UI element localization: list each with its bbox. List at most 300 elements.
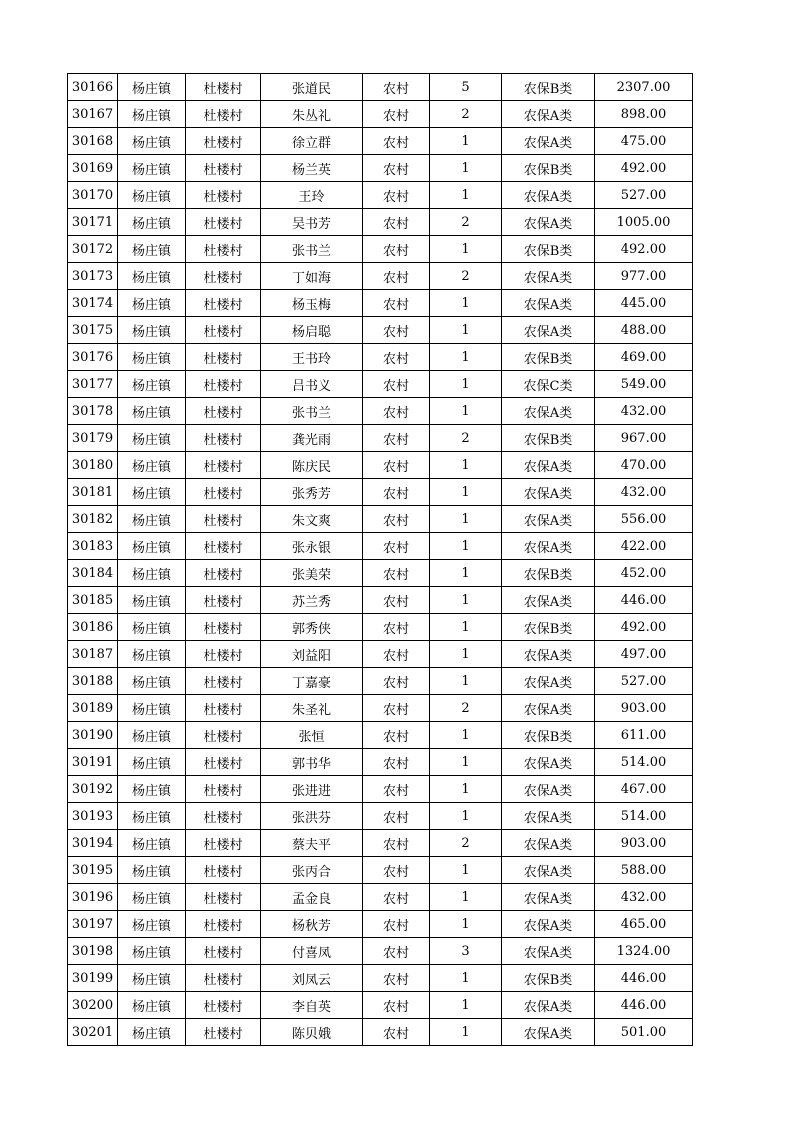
- table-row: [68, 344, 693, 371]
- township-cell: 杨庄镇: [118, 74, 186, 101]
- township-cell: 杨庄镇: [118, 776, 186, 803]
- area-type-cell: 农村: [363, 938, 430, 965]
- area-type-cell: 农村: [363, 587, 430, 614]
- insurance-class-cell: 农保A类: [502, 290, 595, 317]
- area-type-cell: 农村: [363, 749, 430, 776]
- record-id-cell: 30188: [68, 668, 118, 695]
- township-cell: 杨庄镇: [118, 317, 186, 344]
- village-cell: 杜楼村: [186, 452, 261, 479]
- record-id-cell: 30175: [68, 317, 118, 344]
- name-cell: 吕书义: [261, 371, 363, 398]
- village-cell: 杜楼村: [186, 398, 261, 425]
- insurance-class-cell: 农保A类: [502, 452, 595, 479]
- township-cell: 杨庄镇: [118, 695, 186, 722]
- record-id-cell: 30192: [68, 776, 118, 803]
- area-type-cell: 农村: [363, 560, 430, 587]
- amount-cell: 898.00: [595, 101, 693, 128]
- insurance-class-cell: 农保B类: [502, 425, 595, 452]
- household-size-cell: 2: [430, 209, 502, 236]
- amount-cell: 446.00: [595, 587, 693, 614]
- area-type-cell: 农村: [363, 911, 430, 938]
- name-cell: 陈贝娥: [261, 1019, 363, 1046]
- household-size-cell: 1: [430, 452, 502, 479]
- village-cell: 杜楼村: [186, 965, 261, 992]
- name-cell: 郭秀侠: [261, 614, 363, 641]
- township-cell: 杨庄镇: [118, 641, 186, 668]
- area-type-cell: 农村: [363, 803, 430, 830]
- insurance-class-cell: 农保A类: [502, 884, 595, 911]
- household-size-cell: 1: [430, 479, 502, 506]
- table-row: [68, 209, 693, 236]
- record-id-cell: 30198: [68, 938, 118, 965]
- household-size-cell: 1: [430, 344, 502, 371]
- area-type-cell: 农村: [363, 317, 430, 344]
- household-size-cell: 1: [430, 641, 502, 668]
- insurance-class-cell: 农保A类: [502, 641, 595, 668]
- table-row: [68, 290, 693, 317]
- area-type-cell: 农村: [363, 128, 430, 155]
- table-row: [68, 965, 693, 992]
- amount-cell: 488.00: [595, 317, 693, 344]
- insurance-class-cell: 农保A类: [502, 317, 595, 344]
- area-type-cell: 农村: [363, 722, 430, 749]
- table-row: [68, 803, 693, 830]
- name-cell: 刘凤云: [261, 965, 363, 992]
- household-size-cell: 1: [430, 506, 502, 533]
- record-id-cell: 30196: [68, 884, 118, 911]
- amount-cell: 452.00: [595, 560, 693, 587]
- household-size-cell: 1: [430, 668, 502, 695]
- name-cell: 丁如海: [261, 263, 363, 290]
- name-cell: 张丙合: [261, 857, 363, 884]
- village-cell: 杜楼村: [186, 533, 261, 560]
- insurance-class-cell: 农保A类: [502, 938, 595, 965]
- village-cell: 杜楼村: [186, 317, 261, 344]
- record-id-cell: 30183: [68, 533, 118, 560]
- table-row: [68, 236, 693, 263]
- township-cell: 杨庄镇: [118, 965, 186, 992]
- table-row: [68, 533, 693, 560]
- area-type-cell: 农村: [363, 209, 430, 236]
- name-cell: 张道民: [261, 74, 363, 101]
- record-id-cell: 30166: [68, 74, 118, 101]
- name-cell: 张秀芳: [261, 479, 363, 506]
- household-size-cell: 1: [430, 155, 502, 182]
- amount-cell: 492.00: [595, 155, 693, 182]
- insurance-class-cell: 农保A类: [502, 128, 595, 155]
- name-cell: 丁嘉豪: [261, 668, 363, 695]
- insurance-class-cell: 农保A类: [502, 695, 595, 722]
- area-type-cell: 农村: [363, 155, 430, 182]
- village-cell: 杜楼村: [186, 695, 261, 722]
- township-cell: 杨庄镇: [118, 263, 186, 290]
- village-cell: 杜楼村: [186, 425, 261, 452]
- table-body: [68, 74, 693, 1046]
- insurance-class-cell: 农保A类: [502, 911, 595, 938]
- township-cell: 杨庄镇: [118, 344, 186, 371]
- table-row: [68, 587, 693, 614]
- area-type-cell: 农村: [363, 641, 430, 668]
- record-id-cell: 30190: [68, 722, 118, 749]
- insurance-class-cell: 农保B类: [502, 74, 595, 101]
- insurance-class-cell: 农保A类: [502, 587, 595, 614]
- village-cell: 杜楼村: [186, 830, 261, 857]
- area-type-cell: 农村: [363, 452, 430, 479]
- village-cell: 杜楼村: [186, 614, 261, 641]
- household-size-cell: 2: [430, 263, 502, 290]
- township-cell: 杨庄镇: [118, 884, 186, 911]
- amount-cell: 470.00: [595, 452, 693, 479]
- household-size-cell: 1: [430, 614, 502, 641]
- name-cell: 张恒: [261, 722, 363, 749]
- amount-cell: 469.00: [595, 344, 693, 371]
- insurance-class-cell: 农保A类: [502, 857, 595, 884]
- name-cell: 张永银: [261, 533, 363, 560]
- name-cell: 朱圣礼: [261, 695, 363, 722]
- name-cell: 张书兰: [261, 398, 363, 425]
- table-row: [68, 74, 693, 101]
- area-type-cell: 农村: [363, 182, 430, 209]
- insurance-class-cell: 农保A类: [502, 1019, 595, 1046]
- area-type-cell: 农村: [363, 884, 430, 911]
- name-cell: 朱丛礼: [261, 101, 363, 128]
- village-cell: 杜楼村: [186, 128, 261, 155]
- name-cell: 张书兰: [261, 236, 363, 263]
- amount-cell: 432.00: [595, 398, 693, 425]
- household-size-cell: 1: [430, 290, 502, 317]
- name-cell: 杨启聪: [261, 317, 363, 344]
- record-id-cell: 30186: [68, 614, 118, 641]
- name-cell: 张洪芬: [261, 803, 363, 830]
- village-cell: 杜楼村: [186, 209, 261, 236]
- village-cell: 杜楼村: [186, 371, 261, 398]
- area-type-cell: 农村: [363, 236, 430, 263]
- village-cell: 杜楼村: [186, 776, 261, 803]
- household-size-cell: 1: [430, 911, 502, 938]
- insurance-class-cell: 农保B类: [502, 614, 595, 641]
- insurance-class-cell: 农保B类: [502, 155, 595, 182]
- record-id-cell: 30181: [68, 479, 118, 506]
- record-id-cell: 30177: [68, 371, 118, 398]
- village-cell: 杜楼村: [186, 722, 261, 749]
- household-size-cell: 1: [430, 587, 502, 614]
- area-type-cell: 农村: [363, 263, 430, 290]
- record-id-cell: 30194: [68, 830, 118, 857]
- record-id-cell: 30173: [68, 263, 118, 290]
- township-cell: 杨庄镇: [118, 668, 186, 695]
- insurance-class-cell: 农保C类: [502, 371, 595, 398]
- amount-cell: 588.00: [595, 857, 693, 884]
- table-row: [68, 371, 693, 398]
- township-cell: 杨庄镇: [118, 236, 186, 263]
- insurance-class-cell: 农保A类: [502, 479, 595, 506]
- household-size-cell: 1: [430, 398, 502, 425]
- household-size-cell: 2: [430, 101, 502, 128]
- table-row: [68, 695, 693, 722]
- insurance-class-cell: 农保A类: [502, 182, 595, 209]
- record-id-cell: 30189: [68, 695, 118, 722]
- name-cell: 刘益阳: [261, 641, 363, 668]
- township-cell: 杨庄镇: [118, 614, 186, 641]
- name-cell: 张美荣: [261, 560, 363, 587]
- amount-cell: 492.00: [595, 236, 693, 263]
- amount-cell: 514.00: [595, 803, 693, 830]
- township-cell: 杨庄镇: [118, 533, 186, 560]
- amount-cell: 497.00: [595, 641, 693, 668]
- table-row: [68, 830, 693, 857]
- insurance-class-cell: 农保A类: [502, 101, 595, 128]
- township-cell: 杨庄镇: [118, 560, 186, 587]
- village-cell: 杜楼村: [186, 641, 261, 668]
- amount-cell: 527.00: [595, 668, 693, 695]
- area-type-cell: 农村: [363, 344, 430, 371]
- amount-cell: 432.00: [595, 884, 693, 911]
- table-row: [68, 182, 693, 209]
- village-cell: 杜楼村: [186, 749, 261, 776]
- table-row: [68, 452, 693, 479]
- household-size-cell: 1: [430, 236, 502, 263]
- township-cell: 杨庄镇: [118, 803, 186, 830]
- record-id-cell: 30172: [68, 236, 118, 263]
- area-type-cell: 农村: [363, 668, 430, 695]
- household-size-cell: 1: [430, 884, 502, 911]
- village-cell: 杜楼村: [186, 560, 261, 587]
- amount-cell: 1324.00: [595, 938, 693, 965]
- insurance-class-cell: 农保A类: [502, 263, 595, 290]
- village-cell: 杜楼村: [186, 101, 261, 128]
- table-row: [68, 668, 693, 695]
- name-cell: 王书玲: [261, 344, 363, 371]
- name-cell: 李自英: [261, 992, 363, 1019]
- township-cell: 杨庄镇: [118, 101, 186, 128]
- record-id-cell: 30178: [68, 398, 118, 425]
- township-cell: 杨庄镇: [118, 830, 186, 857]
- township-cell: 杨庄镇: [118, 398, 186, 425]
- village-cell: 杜楼村: [186, 74, 261, 101]
- record-id-cell: 30170: [68, 182, 118, 209]
- insurance-class-cell: 农保A类: [502, 992, 595, 1019]
- data-table: [67, 73, 693, 1046]
- amount-cell: 611.00: [595, 722, 693, 749]
- amount-cell: 422.00: [595, 533, 693, 560]
- amount-cell: 492.00: [595, 614, 693, 641]
- table-row: [68, 641, 693, 668]
- name-cell: 龚光雨: [261, 425, 363, 452]
- amount-cell: 903.00: [595, 830, 693, 857]
- table-row: [68, 398, 693, 425]
- amount-cell: 549.00: [595, 371, 693, 398]
- area-type-cell: 农村: [363, 425, 430, 452]
- area-type-cell: 农村: [363, 290, 430, 317]
- insurance-class-cell: 农保B类: [502, 560, 595, 587]
- township-cell: 杨庄镇: [118, 425, 186, 452]
- table-row: [68, 128, 693, 155]
- record-id-cell: 30176: [68, 344, 118, 371]
- insurance-class-cell: 农保B类: [502, 344, 595, 371]
- township-cell: 杨庄镇: [118, 992, 186, 1019]
- insurance-class-cell: 农保B类: [502, 236, 595, 263]
- table-row: [68, 938, 693, 965]
- township-cell: 杨庄镇: [118, 749, 186, 776]
- table-row: [68, 560, 693, 587]
- record-id-cell: 30200: [68, 992, 118, 1019]
- household-size-cell: 1: [430, 533, 502, 560]
- township-cell: 杨庄镇: [118, 128, 186, 155]
- household-size-cell: 1: [430, 803, 502, 830]
- record-id-cell: 30201: [68, 1019, 118, 1046]
- insurance-class-cell: 农保A类: [502, 209, 595, 236]
- table-row: [68, 884, 693, 911]
- household-size-cell: 1: [430, 857, 502, 884]
- amount-cell: 465.00: [595, 911, 693, 938]
- household-size-cell: 1: [430, 776, 502, 803]
- table-row: [68, 776, 693, 803]
- name-cell: 杨秋芳: [261, 911, 363, 938]
- household-size-cell: 1: [430, 560, 502, 587]
- record-id-cell: 30180: [68, 452, 118, 479]
- village-cell: 杜楼村: [186, 857, 261, 884]
- table-row: [68, 263, 693, 290]
- record-id-cell: 30169: [68, 155, 118, 182]
- record-id-cell: 30184: [68, 560, 118, 587]
- household-size-cell: 2: [430, 425, 502, 452]
- area-type-cell: 农村: [363, 992, 430, 1019]
- insurance-class-cell: 农保A类: [502, 668, 595, 695]
- village-cell: 杜楼村: [186, 290, 261, 317]
- area-type-cell: 农村: [363, 398, 430, 425]
- insurance-class-cell: 农保A类: [502, 398, 595, 425]
- insurance-class-cell: 农保A类: [502, 749, 595, 776]
- amount-cell: 446.00: [595, 992, 693, 1019]
- township-cell: 杨庄镇: [118, 371, 186, 398]
- household-size-cell: 1: [430, 128, 502, 155]
- record-id-cell: 30197: [68, 911, 118, 938]
- area-type-cell: 农村: [363, 533, 430, 560]
- name-cell: 孟金良: [261, 884, 363, 911]
- household-size-cell: 1: [430, 1019, 502, 1046]
- amount-cell: 475.00: [595, 128, 693, 155]
- village-cell: 杜楼村: [186, 803, 261, 830]
- township-cell: 杨庄镇: [118, 911, 186, 938]
- amount-cell: 446.00: [595, 965, 693, 992]
- township-cell: 杨庄镇: [118, 1019, 186, 1046]
- village-cell: 杜楼村: [186, 479, 261, 506]
- township-cell: 杨庄镇: [118, 155, 186, 182]
- village-cell: 杜楼村: [186, 668, 261, 695]
- area-type-cell: 农村: [363, 506, 430, 533]
- area-type-cell: 农村: [363, 776, 430, 803]
- amount-cell: 967.00: [595, 425, 693, 452]
- name-cell: 付喜凤: [261, 938, 363, 965]
- record-id-cell: 30174: [68, 290, 118, 317]
- name-cell: 张进进: [261, 776, 363, 803]
- village-cell: 杜楼村: [186, 506, 261, 533]
- amount-cell: 1005.00: [595, 209, 693, 236]
- record-id-cell: 30191: [68, 749, 118, 776]
- table-row: [68, 101, 693, 128]
- record-id-cell: 30168: [68, 128, 118, 155]
- table-row: [68, 425, 693, 452]
- amount-cell: 2307.00: [595, 74, 693, 101]
- insurance-class-cell: 农保A类: [502, 803, 595, 830]
- record-id-cell: 30195: [68, 857, 118, 884]
- amount-cell: 501.00: [595, 1019, 693, 1046]
- village-cell: 杜楼村: [186, 1019, 261, 1046]
- table-row: [68, 749, 693, 776]
- amount-cell: 903.00: [595, 695, 693, 722]
- record-id-cell: 30193: [68, 803, 118, 830]
- household-size-cell: 2: [430, 830, 502, 857]
- insurance-class-cell: 农保A类: [502, 506, 595, 533]
- insurance-class-cell: 农保A类: [502, 533, 595, 560]
- household-size-cell: 1: [430, 992, 502, 1019]
- village-cell: 杜楼村: [186, 911, 261, 938]
- amount-cell: 977.00: [595, 263, 693, 290]
- household-size-cell: 3: [430, 938, 502, 965]
- name-cell: 王玲: [261, 182, 363, 209]
- household-size-cell: 1: [430, 182, 502, 209]
- name-cell: 杨兰英: [261, 155, 363, 182]
- village-cell: 杜楼村: [186, 182, 261, 209]
- area-type-cell: 农村: [363, 101, 430, 128]
- household-size-cell: 1: [430, 749, 502, 776]
- name-cell: 吴书芳: [261, 209, 363, 236]
- village-cell: 杜楼村: [186, 992, 261, 1019]
- table-row: [68, 911, 693, 938]
- name-cell: 蔡夫平: [261, 830, 363, 857]
- village-cell: 杜楼村: [186, 938, 261, 965]
- record-id-cell: 30167: [68, 101, 118, 128]
- household-size-cell: 1: [430, 317, 502, 344]
- table-row: [68, 614, 693, 641]
- record-id-cell: 30187: [68, 641, 118, 668]
- table-row: [68, 857, 693, 884]
- area-type-cell: 农村: [363, 830, 430, 857]
- record-id-cell: 30182: [68, 506, 118, 533]
- township-cell: 杨庄镇: [118, 506, 186, 533]
- amount-cell: 445.00: [595, 290, 693, 317]
- township-cell: 杨庄镇: [118, 452, 186, 479]
- name-cell: 苏兰秀: [261, 587, 363, 614]
- insurance-class-cell: 农保B类: [502, 965, 595, 992]
- household-size-cell: 5: [430, 74, 502, 101]
- table-row: [68, 722, 693, 749]
- village-cell: 杜楼村: [186, 344, 261, 371]
- table-row: [68, 992, 693, 1019]
- name-cell: 陈庆民: [261, 452, 363, 479]
- township-cell: 杨庄镇: [118, 182, 186, 209]
- record-id-cell: 30171: [68, 209, 118, 236]
- household-size-cell: 1: [430, 965, 502, 992]
- table-row: [68, 479, 693, 506]
- record-id-cell: 30199: [68, 965, 118, 992]
- amount-cell: 432.00: [595, 479, 693, 506]
- name-cell: 郭书华: [261, 749, 363, 776]
- area-type-cell: 农村: [363, 479, 430, 506]
- township-cell: 杨庄镇: [118, 722, 186, 749]
- household-size-cell: 1: [430, 722, 502, 749]
- area-type-cell: 农村: [363, 695, 430, 722]
- insurance-class-cell: 农保A类: [502, 776, 595, 803]
- record-id-cell: 30179: [68, 425, 118, 452]
- name-cell: 徐立群: [261, 128, 363, 155]
- area-type-cell: 农村: [363, 614, 430, 641]
- village-cell: 杜楼村: [186, 236, 261, 263]
- amount-cell: 527.00: [595, 182, 693, 209]
- household-size-cell: 1: [430, 371, 502, 398]
- area-type-cell: 农村: [363, 965, 430, 992]
- name-cell: 杨玉梅: [261, 290, 363, 317]
